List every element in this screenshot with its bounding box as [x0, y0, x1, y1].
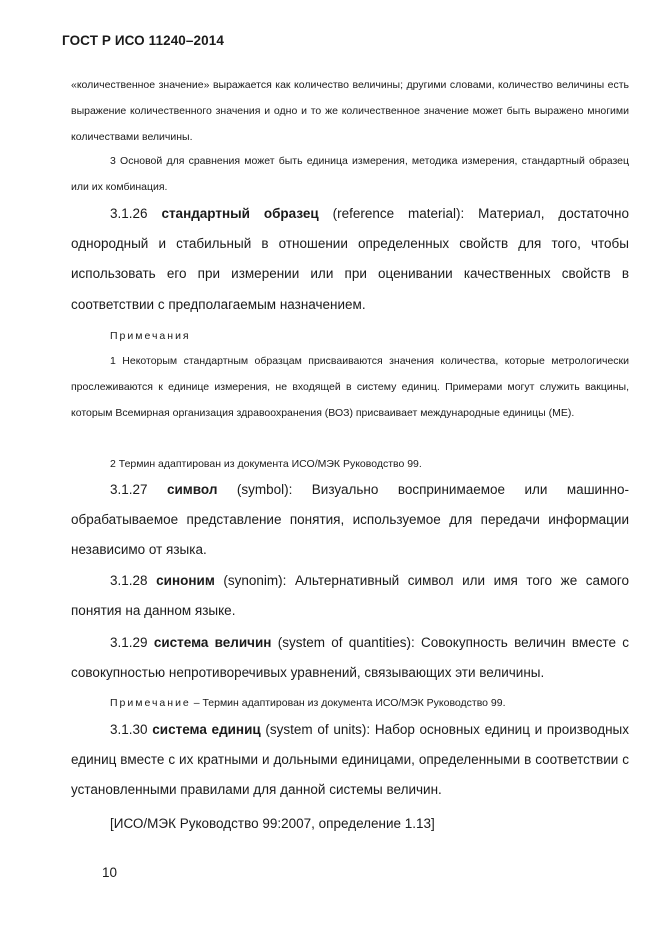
term-name: система величин — [153, 635, 272, 650]
term-definition: (synonim): Альтернативный символ или имя того же самого понятия на данном языке. — [71, 573, 629, 619]
term-definition: (system of units): Набор основных единиц и производных единиц вместе с их кратными и дольными единицами, определенными в соответствии с установленными правилами для данной системы величин. — [71, 722, 629, 798]
term-definition: (symbol): Визуально воспринимаемое или машинно-обрабатываемое представление понятия, используемое для передачи информации независимо от языка. — [71, 482, 629, 558]
note-text: – Термин адаптирован из документа ИСО/МЭК Руководство 99. — [190, 697, 506, 709]
term-definition: (system of quantities): Совокупность величин вместе с совокупностью непротиворечивых уравнений, связывающих эти величины. — [71, 635, 629, 681]
term-name: стандартный образец — [161, 206, 319, 221]
paragraph-continuation: «количественное значение» выражается как количество величины; другими словами, количество величины есть выражение количественного значения и одно и то же количественное значение может быть выражено многими количествами величины. — [71, 79, 629, 143]
note-system-of-quantities — [71, 690, 629, 716]
note-2: 2 Термин адаптирован из документа ИСО/МЭК Руководство 99. — [110, 458, 422, 470]
note-3: 3 Основой для сравнения может быть единица измерения, методика измерения, стандартный образец или их комбинация. — [71, 155, 629, 193]
term-number: 3.1.28 — [110, 573, 148, 588]
document-header: ГОСТ Р ИСО 11240–2014 — [62, 33, 224, 48]
page-number: 10 — [102, 865, 118, 880]
note-label: Примечание — [110, 697, 191, 709]
reference: [ИСО/МЭК Руководство 99:2007, определение 1.13] — [110, 816, 435, 831]
note-1: 1 Некоторым стандартным образцам присваиваются значения количества, которые метрологически прослеживаются к единице измерения, не входящей в систему единиц. Примерами могут служить вакцины, которым Всемирная организация здравоохранения (ВОЗ) присваивает международные единицы (МЕ). — [71, 355, 629, 419]
term-definition: (reference material): Материал, достаточно однородный и стабильный в отношении определенных свойств для того, чтобы использовать его при измерении или при оценивании качественных свойств в соответствии с предполагаемым назначением. — [71, 206, 629, 312]
term-3-1-28 — [71, 566, 629, 626]
term-number: 3.1.29 — [110, 635, 148, 650]
term-number: 3.1.30 — [110, 722, 148, 737]
term-3-1-30 — [71, 715, 629, 806]
term-name: символ — [167, 482, 218, 497]
term-3-1-26 — [71, 199, 629, 320]
term-name: система единиц — [152, 722, 261, 737]
term-3-1-27 — [71, 475, 629, 566]
term-number: 3.1.26 — [110, 206, 148, 221]
notes-title: Примечания — [110, 330, 191, 342]
term-number: 3.1.27 — [110, 482, 148, 497]
term-name: синоним — [156, 573, 215, 588]
term-3-1-29 — [71, 628, 629, 688]
